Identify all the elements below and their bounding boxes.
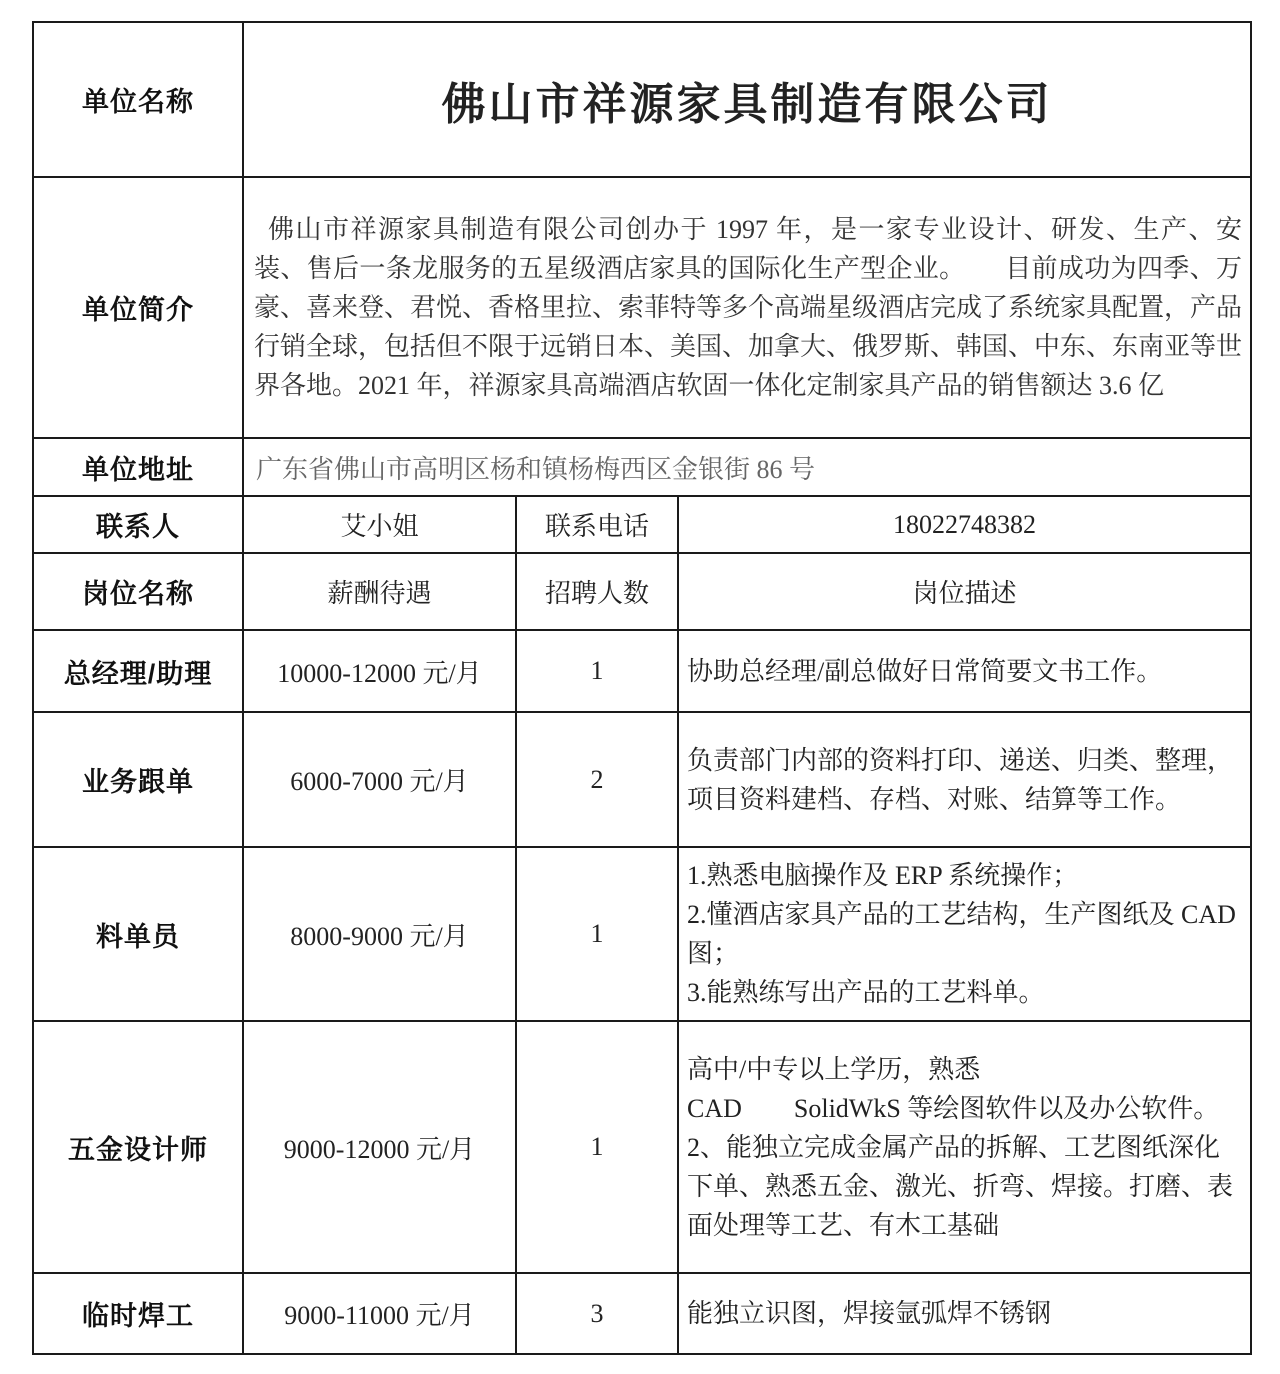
recruitment-table (32, 21, 1252, 1355)
job-position: 料单员 (33, 847, 243, 1021)
header-description: 岗位描述 (678, 553, 1251, 630)
company-name: 佛山市祥源家具制造有限公司 (243, 22, 1251, 177)
job-description (678, 712, 1251, 847)
description-line: 2、能独立完成金属产品的拆解、工艺图纸深化下单、熟悉五金、激光、折弯、焊接。打磨、表面处理等工艺、有木工基础 (687, 1132, 1234, 1240)
intro-text-cell (243, 177, 1251, 438)
job-description (678, 1273, 1251, 1354)
description-line: CAD SolidWkS 等绘图软件以及办公软件。 (687, 1093, 1220, 1123)
description-line: 高中/中专以上学历，熟悉 (687, 1054, 981, 1084)
job-count: 3 (516, 1273, 678, 1354)
job-row (33, 1021, 1251, 1273)
job-description (678, 1021, 1251, 1273)
job-description (678, 847, 1251, 1021)
job-row (33, 847, 1251, 1021)
description-line: 3.能熟练写出产品的工艺料单。 (687, 978, 1045, 1007)
phone-label: 联系电话 (516, 496, 678, 553)
job-position: 临时焊工 (33, 1273, 243, 1354)
description-line: 2.懂酒店家具产品的工艺结构，生产图纸及 CAD 图； (687, 900, 1236, 968)
intro-text: 佛山市祥源家具制造有限公司创办于 1997 年，是一家专业设计、研发、生产、安装、售后一条龙服务的五星级酒店家具的国际化生产型企业。 目前成功为四季、万豪、喜来登、君悦、香格里拉、索菲特等多个高端星级酒店完成了系统家具配置，产品行销全球，包括但不限于远销日本、美国、加拿大、俄罗斯、韩国、中东、东南亚等世界各地。2021 年，祥源家具高端酒店软固一体化定制家具产品的销售额达 3.6 亿 (254, 215, 1243, 400)
description-line: 能独立识图，焊接氩弧焊不锈钢 (687, 1299, 1052, 1328)
job-count: 1 (516, 630, 678, 712)
description-line: 协助总经理/副总做好日常简要文书工作。 (687, 656, 1163, 686)
job-salary: 8000-9000 元/月 (243, 847, 516, 1021)
job-salary: 10000-12000 元/月 (243, 630, 516, 712)
contact-name: 艾小姐 (243, 496, 516, 553)
job-position: 业务跟单 (33, 712, 243, 847)
job-count: 2 (516, 712, 678, 847)
job-row (33, 712, 1251, 847)
company-name-label: 单位名称 (33, 22, 243, 177)
intro-label: 单位简介 (33, 177, 243, 438)
contact-row (33, 496, 1251, 553)
description-line: 负责部门内部的资料打印、递送、归类、整理，项目资料建档、存档、对账、结算等工作。 (687, 745, 1234, 814)
job-position: 总经理/助理 (33, 630, 243, 712)
header-count: 招聘人数 (516, 553, 678, 630)
contact-label: 联系人 (33, 496, 243, 553)
address-row (33, 438, 1251, 496)
job-description (678, 630, 1251, 712)
company-name-row (33, 22, 1251, 177)
job-salary: 6000-7000 元/月 (243, 712, 516, 847)
header-salary: 薪酬待遇 (243, 553, 516, 630)
address-label: 单位地址 (33, 438, 243, 496)
job-count: 1 (516, 1021, 678, 1273)
job-row (33, 1273, 1251, 1354)
description-line: 1.熟悉电脑操作及 ERP 系统操作； (687, 861, 1079, 890)
phone-value: 18022748382 (678, 496, 1251, 553)
address-value: 广东省佛山市高明区杨和镇杨梅西区金银街 86 号 (243, 438, 1251, 496)
job-salary: 9000-11000 元/月 (243, 1273, 516, 1354)
header-row (33, 553, 1251, 630)
job-count: 1 (516, 847, 678, 1021)
header-position: 岗位名称 (33, 553, 243, 630)
job-row (33, 630, 1251, 712)
job-salary: 9000-12000 元/月 (243, 1021, 516, 1273)
job-position: 五金设计师 (33, 1021, 243, 1273)
intro-row (33, 177, 1251, 438)
